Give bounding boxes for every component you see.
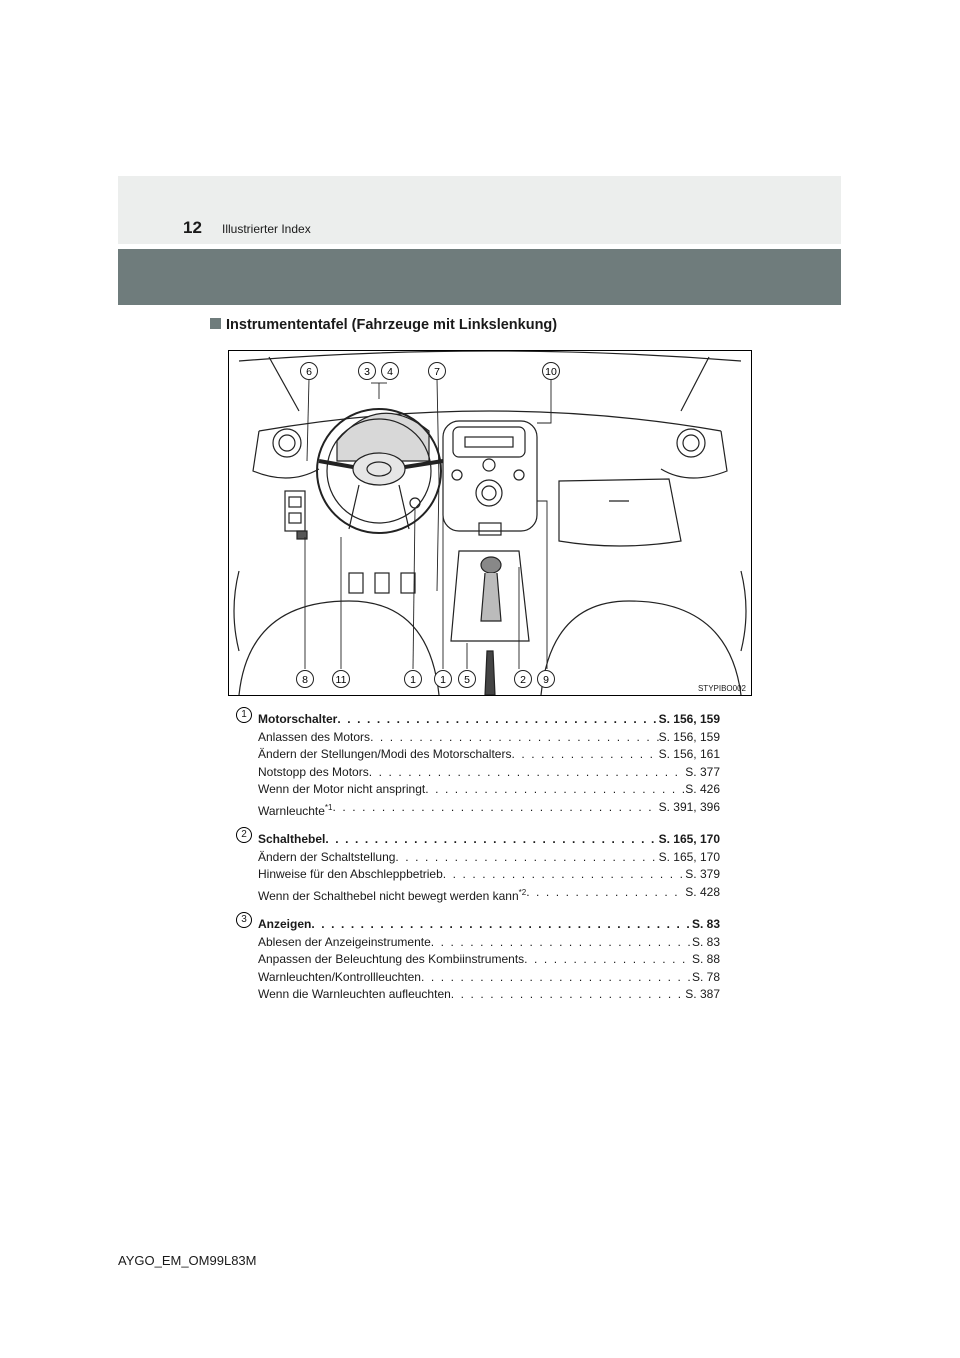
entry-pages: S. 156, 159 <box>658 712 720 726</box>
entry-title: Motorschalter <box>258 712 338 726</box>
index-entries <box>236 711 720 1015</box>
footnote-marker: *1 <box>324 802 333 812</box>
entry-main-line <box>258 916 720 934</box>
index-entry <box>236 711 720 820</box>
sub-pages: S. 428 <box>685 884 720 899</box>
sub-pages: S. 156, 159 <box>658 729 720 744</box>
index-entry <box>236 831 720 905</box>
callout-10: 10 <box>545 366 557 378</box>
page-number: 12 <box>183 218 202 237</box>
entry-sub-line <box>258 764 720 782</box>
sub-pages: S. 88 <box>691 952 720 966</box>
entry-sub-line <box>258 781 720 799</box>
sub-title: Ändern der Stellungen/Modi des Motorschalters <box>258 747 512 761</box>
sub-title: Warnleuchten/Kontrollleuchten <box>258 969 421 984</box>
footnote-marker: *2 <box>518 887 527 897</box>
sub-title: Anpassen der Beleuchtung des Kombiinstruments <box>258 952 525 966</box>
callout-6: 6 <box>306 366 312 378</box>
entry-pages: S. 165, 170 <box>658 832 720 846</box>
entry-title: Schalthebel <box>258 832 326 846</box>
entry-number-badge: 1 <box>236 707 252 723</box>
sub-pages: S. 377 <box>685 764 720 779</box>
entry-sub-line <box>258 849 720 867</box>
callout-5: 5 <box>464 674 470 686</box>
header-bar <box>118 249 841 305</box>
entry-title: Anzeigen <box>258 917 312 931</box>
entry-sub-line <box>258 799 720 821</box>
callout-8: 8 <box>302 674 308 686</box>
callout-7: 7 <box>434 366 440 378</box>
index-entry <box>236 916 720 1004</box>
sub-pages: S. 426 <box>685 782 720 796</box>
chapter-title: Illustrierter Index <box>222 222 311 236</box>
sub-pages: S. 165, 170 <box>658 849 720 864</box>
callout-1b: 1 <box>440 674 446 686</box>
section-title <box>210 317 557 333</box>
sub-pages: S. 78 <box>691 969 720 984</box>
sub-title: Anlassen des Motors <box>258 729 371 744</box>
callout-9: 9 <box>543 674 549 686</box>
sub-title: Ändern der Schaltstellung <box>258 849 396 864</box>
dashboard-drawing <box>229 351 751 695</box>
entry-pages: S. 83 <box>691 917 720 931</box>
sub-title: Notstopp des Motors <box>258 764 369 779</box>
sub-title: Wenn der Motor nicht anspringt <box>258 782 426 796</box>
sub-pages: S. 156, 161 <box>658 747 720 761</box>
entry-main-line <box>258 711 720 729</box>
entry-sub-line <box>258 884 720 906</box>
section-title-text: Instrumententafel (Fahrzeuge mit Linkslenkung) <box>226 317 558 333</box>
footer-code: AYGO_EM_OM99L83M <box>118 1253 257 1268</box>
callout-2: 2 <box>520 674 526 686</box>
figure-code: STYPIBO002 <box>697 684 746 693</box>
sub-title: Wenn die Warnleuchten aufleuchten <box>258 987 451 1001</box>
sub-title: Wenn der Schalthebel nicht bewegt werden kann <box>258 888 519 903</box>
sub-pages: S. 387 <box>685 987 720 1001</box>
entry-sub-line <box>258 866 720 884</box>
dashboard-illustration <box>228 350 752 696</box>
entry-sub-line <box>258 969 720 987</box>
sub-pages: S. 83 <box>691 934 720 949</box>
entry-number-badge: 3 <box>236 912 252 928</box>
sub-pages: S. 391, 396 <box>658 799 720 814</box>
entry-sub-line <box>258 986 720 1004</box>
sub-title: Warnleuchte <box>258 803 325 818</box>
entry-sub-line <box>258 746 720 764</box>
entry-sub-line <box>258 729 720 747</box>
callout-3: 3 <box>364 366 370 378</box>
sub-title: Hinweise für den Abschleppbetrieb <box>258 867 443 881</box>
entry-sub-line <box>258 934 720 952</box>
entry-main-line <box>258 831 720 849</box>
callout-11: 11 <box>335 674 347 686</box>
entry-sub-line <box>258 951 720 969</box>
entry-number-badge: 2 <box>236 827 252 843</box>
section-marker-icon <box>210 318 221 329</box>
sub-pages: S. 379 <box>685 867 720 881</box>
callout-1a: 1 <box>410 674 416 686</box>
sub-title: Ablesen der Anzeigeinstrumente <box>258 934 431 949</box>
callout-4: 4 <box>387 366 393 378</box>
